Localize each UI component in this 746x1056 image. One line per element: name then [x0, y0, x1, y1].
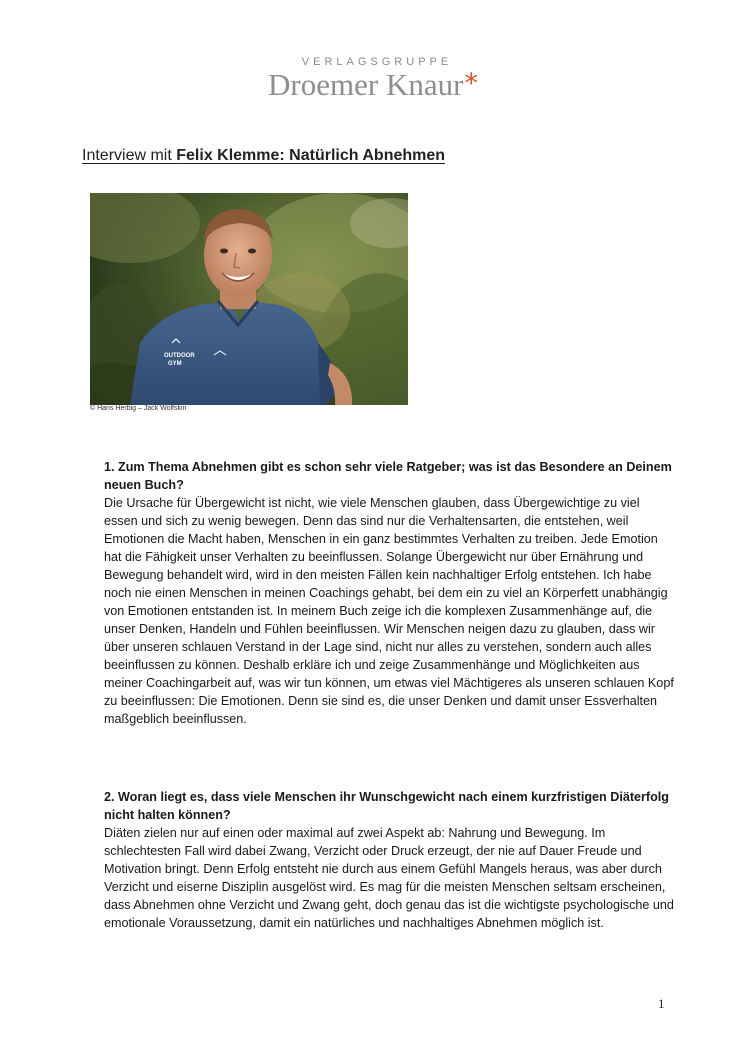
interview-section-2: [104, 788, 674, 932]
question-2: 2. Woran liegt es, dass viele Menschen ihr Wunschgewicht nach einem kurzfristigen Diäterfolg nicht halten können?: [104, 790, 669, 822]
author-portrait-image: [90, 193, 408, 405]
answer-1: Die Ursache für Übergewicht ist nicht, wie viele Menschen glauben, dass Übergewichtige zu viel essen und sich zu wenig bewegen. Denn das sind nur die Verhaltensarten, die entstehen, weil Emotionen die Macht haben, Menschen in ein ganz bestimmtes Verhalten zu treiben. Jede Emotion hat die Fähigkeit unser Verhalten zu beeinflussen. Solange Übergewicht nur über Ernährung und Bewegung behandelt wird, wird in den meisten Fällen kein nachhaltiger Erfolg entstehen. Ich habe noch nie einen Menschen in meinen Coachings gehabt, bei dem ein zu viel an Körperfett unabhängig von Emotionen entstanden ist. In meinem Buch zeige ich die komplexen Zusammenhänge auf, die unser Denken, Handeln und Fühlen beeinflussen. Wir Menschen neigen dazu zu glauben, dass wir über unseren schlauen Verstand in der Lage sind, nicht nur alles zu verstehen, sondern auch alles beeinflussen zu können. Deshalb erkläre ich und zeige Zusammenhänge und Möglichkeiten aus meiner Coachingarbeit auf, was wir tun können, um etwas viel Mächtigeres als unseren schlauen Kopf zu beeinflussen: Die Emotionen. Denn sie sind es, die unser Denken und damit unser Essverhalten maßgeblich beeinflussen.: [104, 496, 674, 726]
page-number: 1: [658, 996, 665, 1011]
answer-2: Diäten zielen nur auf einen oder maximal auf zwei Aspekt ab: Nahrung und Bewegung. Im schlechtesten Fall wird dabei Zwang, Verzicht oder Druck erzeugt, der nie auf Dauer Freude und Motivation bringt. Denn Erfolg entsteht nie durch aus einem Gefühl Mangels heraus, was aber durch Verzicht und eiserne Disziplin ausgelöst wird. Es mag für die meisten Menschen seltsam erscheinen, dass Abnehmen ohne Verzicht und Zwang geht, doch genau das ist die wichtigste psychologische und emotionale Voraussetzung, damit ein natürliches und nachhaltiges Abnehmen möglich ist.: [104, 826, 674, 930]
logo-top-line: VERLAGSGRUPPE: [301, 56, 453, 68]
publisher-logo: [0, 56, 746, 104]
logo-wordmark: [268, 68, 478, 104]
author-photo: [90, 193, 408, 405]
logo-star-icon: *: [464, 68, 478, 99]
photo-caption: © Hans Herbig – Jack Wolfskin: [90, 405, 187, 412]
logo-main-text: Droemer Knaur: [268, 67, 464, 102]
title-main: Felix Klemme: Natürlich Abnehmen: [176, 147, 446, 164]
interview-section-1: [104, 458, 674, 728]
shirt-text-line1: OUTDOOR: [164, 353, 195, 359]
title-prefix: Interview mit: [82, 147, 177, 164]
shirt-text-line2: GYM: [168, 361, 182, 367]
question-1: 1. Zum Thema Abnehmen gibt es schon sehr viele Ratgeber; was ist das Besondere an Deinem neuen Buch?: [104, 460, 672, 492]
page-title: [82, 147, 445, 165]
